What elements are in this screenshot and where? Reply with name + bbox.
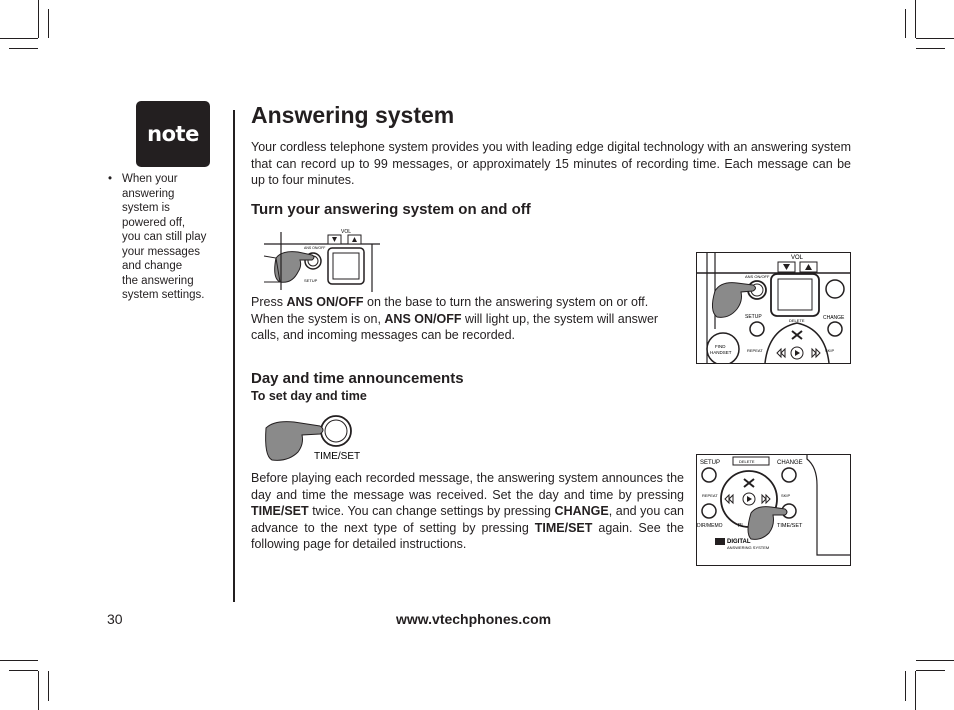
change-key: CHANGE (554, 504, 609, 518)
crop-mark (9, 670, 38, 671)
find-label: FIND (715, 344, 726, 349)
vol-label: VOL (341, 229, 352, 235)
note-line: you can still play (122, 231, 207, 243)
setup-label: SETUP (700, 460, 721, 466)
note-line: your messages (122, 245, 200, 258)
crop-mark (915, 671, 916, 710)
vol-label: VOL (791, 255, 804, 261)
intro-paragraph: Your cordless telephone system provides you with leading edge digital technology with an answering system that can record up to 99 messages, or approximately 15 minutes of recording time. Each message can be up to four minutes. (251, 140, 851, 187)
note-list (106, 172, 222, 303)
on-off-text: on the base to turn the answering system on or off. When the system is on, (251, 295, 649, 326)
section-heading-day-time: Day and time announcements (251, 370, 464, 387)
ans-onoff-illustration (262, 226, 380, 292)
answering-system-label: ANSWERING SYSTEM (727, 545, 770, 550)
day-time-text: twice. You can change settings by pressing (308, 504, 555, 518)
crop-mark (48, 671, 49, 701)
section-heading-on-off: Turn your answering system on and off (251, 201, 531, 218)
crop-mark (916, 660, 954, 661)
time-set-illustration (262, 410, 362, 466)
skip-label: SKIP (781, 493, 791, 498)
skip-label: SKIP (825, 348, 835, 353)
ans-onoff-key: ANS ON/OFF (286, 295, 364, 309)
time-set-key: TIME/SET (251, 504, 309, 518)
note-line: When your (122, 173, 178, 185)
note-line: system settings. (122, 289, 205, 301)
crop-mark (916, 48, 945, 49)
ans-onoff-label: ANS ON/OFF (304, 246, 326, 250)
page-title: Answering system (251, 102, 455, 128)
delete-label: DELETE (739, 459, 755, 464)
ans-onoff-key: ANS ON/OFF (384, 311, 462, 326)
repeat-label: REPEAT (702, 493, 718, 498)
crop-mark (916, 670, 945, 671)
day-time-text: Before playing each recorded message, the answering system announces the day and time the message was received. Set the day and time by pressing (251, 471, 684, 502)
handset-label: HANDSET (710, 350, 732, 355)
time-set-label: TIME/SET (314, 451, 361, 462)
crop-mark (48, 9, 49, 38)
crop-mark (905, 9, 906, 38)
change-label: CHANGE (777, 460, 803, 466)
dir-memo-label: DIR/MEMO (697, 523, 723, 529)
crop-mark (905, 671, 906, 701)
delete-label: DELETE (789, 318, 805, 323)
note-bullet (106, 172, 222, 303)
change-label: CHANGE (823, 315, 845, 321)
setup-label: SETUP (745, 314, 762, 320)
digital-label: DIGITAL (727, 539, 751, 545)
repeat-label: REPEAT (747, 348, 763, 353)
on-off-paragraph (251, 294, 684, 344)
time-set-label: TIME/SET (777, 523, 803, 529)
crop-mark (38, 0, 39, 38)
crop-mark (38, 671, 39, 710)
note-line: system is (122, 202, 170, 214)
footer-url[interactable]: www.vtechphones.com (396, 611, 552, 627)
ans-onoff-label: ANS ON/OFF (745, 274, 770, 279)
crop-mark (0, 660, 38, 661)
crop-mark (915, 0, 916, 38)
page-number: 30 (107, 611, 123, 627)
note-line: answering (122, 187, 175, 200)
subheading-set-day-time: To set day and time (251, 389, 367, 403)
base-illustration-timeset (696, 454, 851, 566)
crop-mark (0, 38, 38, 39)
play-label: PL (738, 523, 745, 529)
note-badge (136, 101, 210, 167)
setup-label: SETUP (304, 278, 318, 283)
note-line: and change (122, 260, 183, 272)
day-time-text: , and you can advance to the next type of setting by pressing (251, 504, 684, 535)
day-time-paragraph (251, 470, 684, 553)
on-off-text: will light up, the system will answer calls, and incoming messages can be recorded. (251, 311, 659, 342)
note-label: note (147, 122, 199, 146)
note-line: powered off, (122, 216, 186, 229)
day-time-text: again. See the following page for detailed instructions. (251, 520, 684, 551)
base-illustration-ans (696, 252, 851, 364)
column-divider (233, 110, 235, 602)
note-line: the answering (122, 274, 194, 287)
crop-mark (916, 38, 954, 39)
time-set-key: TIME/SET (534, 520, 593, 535)
on-off-text: Press (251, 295, 287, 309)
crop-mark (9, 48, 38, 49)
